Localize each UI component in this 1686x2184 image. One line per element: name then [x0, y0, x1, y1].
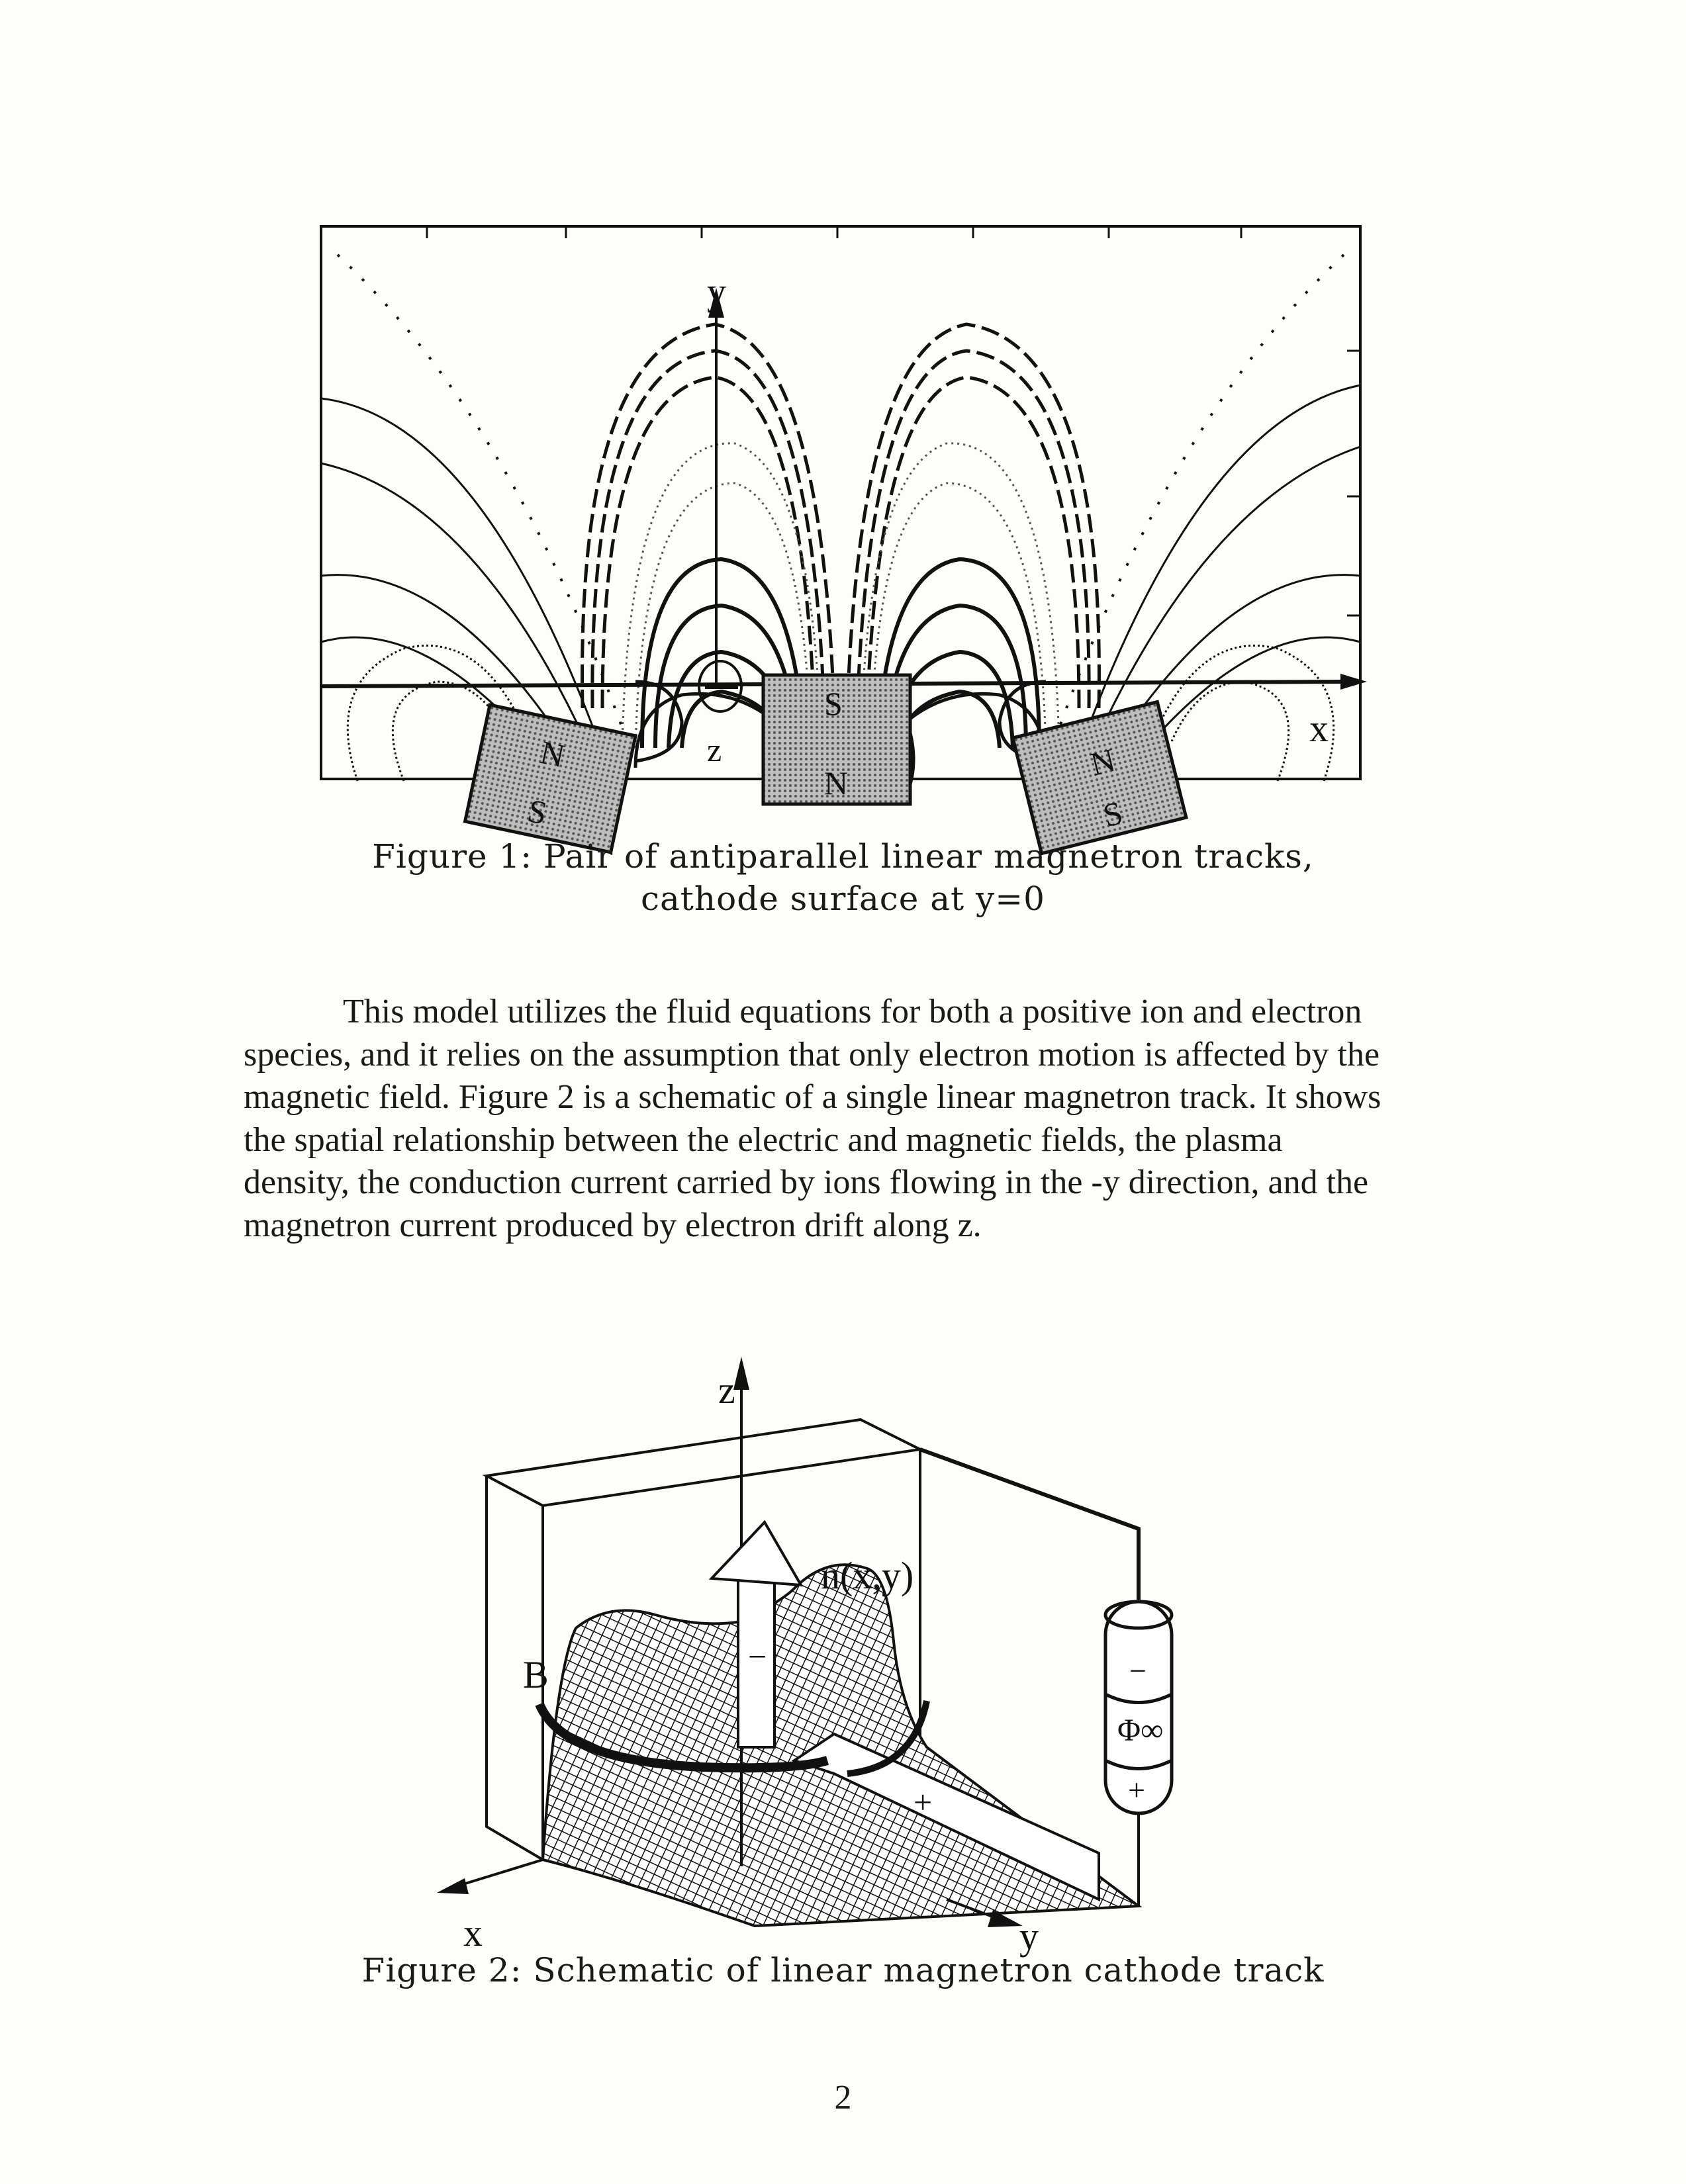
- cathode-box: [487, 1420, 920, 1506]
- density-label: n(x,y): [821, 1554, 914, 1597]
- y-axis-label: y: [707, 270, 726, 313]
- figure-2-caption: Figure 2: Schematic of linear magnetron cathode track: [361, 1951, 1325, 1989]
- z-axis-label: z: [718, 1369, 735, 1412]
- x-axis-label: x: [1309, 707, 1329, 750]
- figure-1-caption-line-1: Figure 1: Pair of antiparallel linear magnetron tracks,: [372, 837, 1314, 876]
- figure-1-field-plot: [311, 218, 1370, 835]
- z-axis-arrow: [733, 1357, 749, 1390]
- svg-text:S: S: [1099, 794, 1127, 835]
- svg-text:S: S: [824, 685, 843, 722]
- x-axis-arrow: [437, 1878, 469, 1894]
- x-axis-label: x: [463, 1911, 483, 1954]
- svg-text:N: N: [537, 733, 569, 775]
- figure-1-caption: [0, 835, 1686, 920]
- body-paragraph: This model utilizes the fluid equations for both a positive ion and electron species, and it relies on the assumption that only electron motion is affected by the magnetic field. Figure 2 is a schematic of a single linear magnetron track. It shows the spatial relationship between the electric and magnetic fields, the plasma density, the conduction current carried by ions flowing in the -y direction, and the magnetron current produced by electron drift along z.: [244, 993, 1382, 1244]
- y-axis-label: y: [1019, 1915, 1039, 1958]
- b-field-label: B: [523, 1653, 549, 1696]
- x-axis-arrow: [1340, 674, 1367, 690]
- battery-plus: +: [1128, 1773, 1145, 1807]
- figure-2-schematic: [424, 1337, 1218, 1958]
- svg-text:N: N: [1086, 741, 1119, 783]
- potential-label: Φ∞: [1117, 1713, 1164, 1748]
- battery-icon: [1105, 1602, 1172, 1813]
- dashed-arches: [583, 324, 1100, 708]
- figure-1-caption-line-2: cathode surface at y=0: [640, 880, 1045, 918]
- plus-sign: +: [913, 1784, 933, 1821]
- battery-minus: −: [1129, 1654, 1147, 1688]
- field-line: [1059, 255, 1344, 728]
- minus-sign: −: [748, 1638, 767, 1675]
- x-axis: [457, 1860, 543, 1886]
- circuit-wire: [920, 1449, 1139, 1602]
- page-number: 2: [834, 2079, 852, 2116]
- svg-text:S: S: [524, 792, 551, 832]
- magnet-left: [465, 705, 636, 852]
- magnet-center: [763, 675, 910, 804]
- svg-text:N: N: [824, 764, 849, 801]
- field-line: [338, 255, 622, 728]
- z-axis-label: z: [707, 731, 722, 768]
